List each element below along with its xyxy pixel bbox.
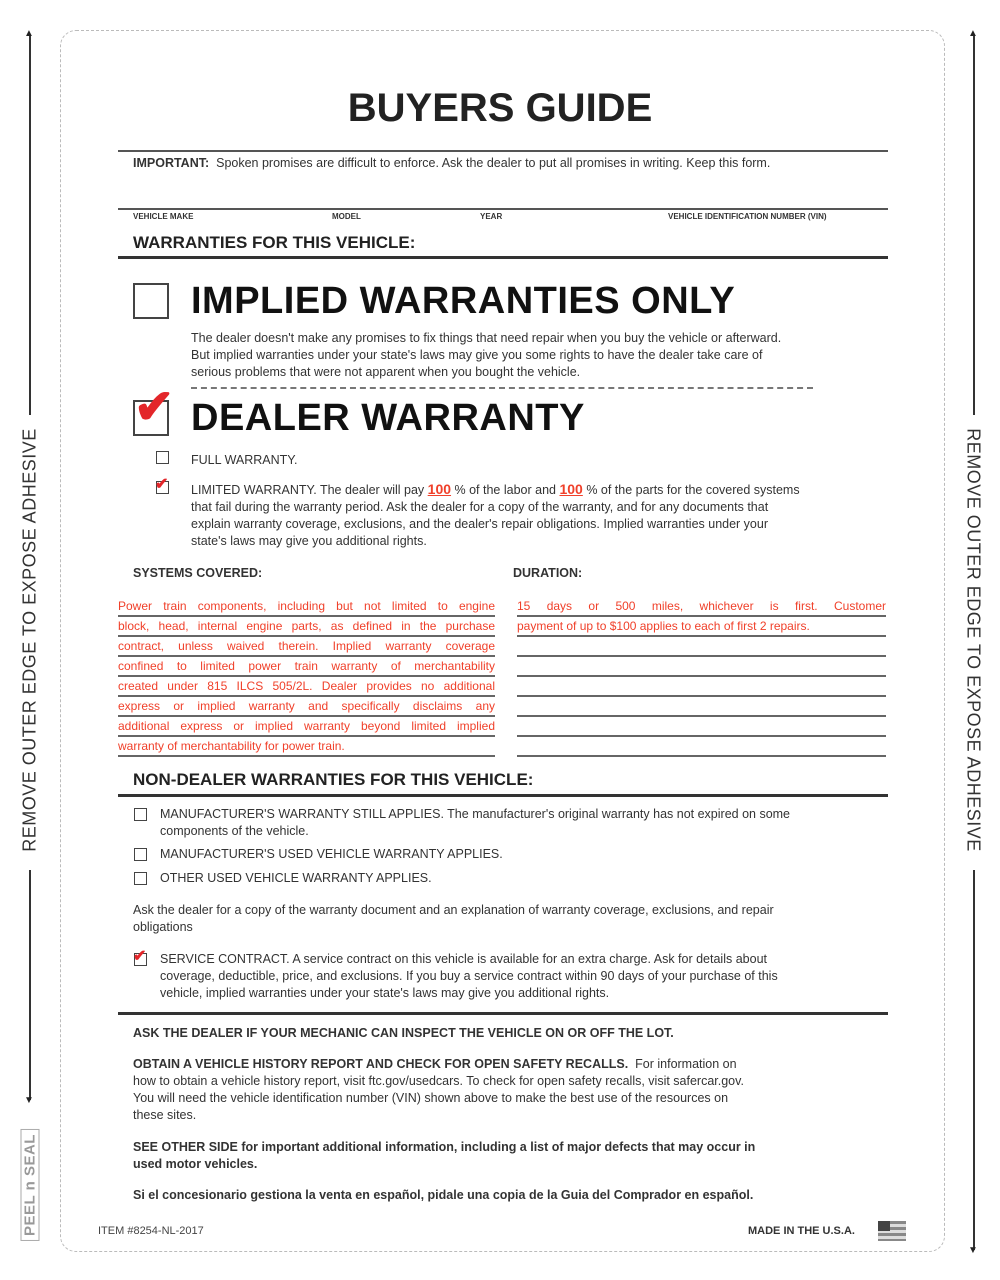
us-flag-icon <box>878 1221 906 1241</box>
limited-warranty-text: LIMITED WARRANTY. The dealer will pay 100 % of the labor and 100 % of the parts for the covered systems that fail during the warranty period. Ask the dealer for a copy of the warranty, and for any documents that explain warranty coverage, exclusions, and the dealer's repair obligations. Implied warranties under your state's laws may give you additional rights. <box>191 481 800 548</box>
labor-percent: 100 <box>427 481 452 497</box>
non-dealer-heading: NON-DEALER WARRANTIES FOR THIS VEHICLE: <box>133 770 534 789</box>
other-used-warranty-checkbox[interactable] <box>134 872 147 885</box>
duration-field[interactable]: 15 days or 500 miles, whichever is first. Customer payment of up to $100 applies to each of first 2 repairs. <box>517 597 886 757</box>
checkmark-icon: ✔ <box>134 381 175 434</box>
arrow-up-icon: ▲ <box>24 28 34 39</box>
service-contract-text: SERVICE CONTRACT. A service contract on this vehicle is available for an extra charge. Ask for details about coverage, deductible, price, and exclusions. If you buy a service contract within 90 days of your purchase of this vehicle, implied warranties under your state's laws may give you additional rights. <box>160 952 778 1000</box>
year-label: YEAR <box>480 212 503 221</box>
arrow-up-icon: ▲ <box>968 28 978 39</box>
implied-warranties-checkbox[interactable] <box>133 283 169 319</box>
model-label: MODEL <box>332 212 361 221</box>
spanish-notice: Si el concesionario gestiona la venta en español, pidale una copia de la Guia del Comprador en español. <box>133 1188 754 1202</box>
manufacturer-warranty-text: MANUFACTURER'S WARRANTY STILL APPLIES. The manufacturer's original warranty has not expired on some components of the vehicle. <box>160 807 791 838</box>
see-other-side-text: SEE OTHER SIDE for important additional information, including a list of major defects that may occur in used motor vehicles. <box>133 1140 756 1171</box>
peel-n-seal-logo: PEEL n SEAL <box>21 1129 40 1241</box>
manufacturer-used-warranty-text: MANUFACTURER'S USED VEHICLE WARRANTY APPLIES. <box>160 847 503 861</box>
vehicle-make-label: VEHICLE MAKE <box>133 212 194 221</box>
systems-covered-field[interactable]: Power train components, including but not limited to engine block, head, internal engine parts, as defined in the purchase contract, unless waived therein. Implied warranty coverage confined to limited power train warranty of merchantability created under 815 ILCS 505/2L. Dealer provides no additional express or implied warranty and specifically disclaims any additional express or implied warranty beyond limited implied warranty of merchantability for power train. <box>118 597 495 757</box>
warranties-heading: WARRANTIES FOR THIS VEHICLE: <box>133 233 416 252</box>
divider <box>118 256 888 259</box>
divider <box>118 794 888 797</box>
item-number: ITEM #8254-NL-2017 <box>98 1225 204 1237</box>
implied-warranties-text: The dealer doesn't make any promises to fix things that need repair when you buy the vehicle or afterward. But implied warranties under your state's laws may give you some rights to have the dealer take care of serious problems that were not apparent when you bought the vehicle. <box>191 331 782 379</box>
full-warranty-checkbox[interactable] <box>156 451 169 464</box>
checkmark-icon: ✔ <box>155 476 169 493</box>
history-report-text: OBTAIN A VEHICLE HISTORY REPORT AND CHECK FOR OPEN SAFETY RECALLS. For information on how to obtain a vehicle history report, visit ftc.gov/usedcars. To check for open safety recalls, visit safercar.gov. You will need the vehicle identification number (VIN) shown above to make the best use of the resources on these sites. <box>133 1057 744 1122</box>
made-in-usa: MADE IN THE U.S.A. <box>748 1225 855 1237</box>
arrow-down-icon: ▼ <box>24 1095 34 1106</box>
page-title: BUYERS GUIDE <box>347 86 653 130</box>
manufacturer-used-warranty-checkbox[interactable] <box>134 848 147 861</box>
ask-copy-text: Ask the dealer for a copy of the warranty document and an explanation of warranty coverage, exclusions, and repair obligations <box>133 903 774 934</box>
vehicle-line[interactable] <box>118 208 888 210</box>
dashed-divider <box>191 387 813 389</box>
systems-covered-heading: SYSTEMS COVERED: <box>133 566 263 580</box>
parts-percent: 100 <box>559 481 583 497</box>
duration-heading: DURATION: <box>513 566 583 580</box>
left-arrow-line-lower <box>29 870 31 1100</box>
implied-warranties-title: IMPLIED WARRANTIES ONLY <box>191 280 736 322</box>
checkmark-icon: ✔ <box>133 948 147 965</box>
full-warranty-label: FULL WARRANTY. <box>191 453 298 467</box>
ask-mechanic-text: ASK THE DEALER IF YOUR MECHANIC CAN INSPECT THE VEHICLE ON OR OFF THE LOT. <box>133 1026 674 1040</box>
other-used-warranty-text: OTHER USED VEHICLE WARRANTY APPLIES. <box>160 871 432 885</box>
divider <box>118 150 888 152</box>
vin-label: VEHICLE IDENTIFICATION NUMBER (VIN) <box>668 212 827 221</box>
important-notice: IMPORTANT: Spoken promises are difficult to enforce. Ask the dealer to put all promises in writing. Keep this form. <box>133 156 771 170</box>
divider <box>118 1012 888 1015</box>
arrow-down-icon: ▼ <box>968 1245 978 1256</box>
manufacturer-warranty-checkbox[interactable] <box>134 808 147 821</box>
side-text-left: REMOVE OUTER EDGE TO EXPOSE ADHESIVE <box>19 428 40 852</box>
right-arrow-line-lower <box>973 870 975 1250</box>
side-text-right: REMOVE OUTER EDGE TO EXPOSE ADHESIVE <box>963 428 984 852</box>
dealer-warranty-title: DEALER WARRANTY <box>191 397 585 439</box>
